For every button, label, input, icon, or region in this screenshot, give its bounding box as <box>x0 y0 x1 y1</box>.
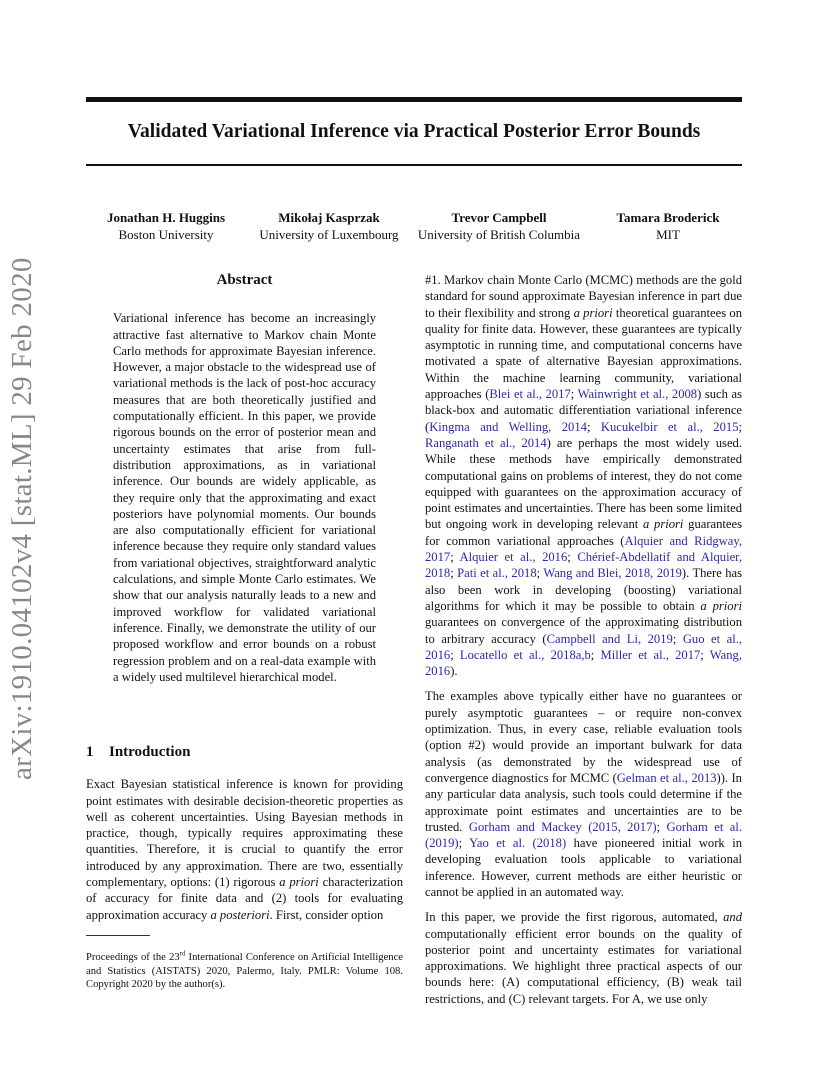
text-run: ; <box>570 387 578 402</box>
text-run: ; <box>450 647 460 662</box>
footnote-rule <box>86 935 150 936</box>
author-block <box>410 209 588 243</box>
abstract-section <box>113 272 376 685</box>
citation-link[interactable]: Pati et al., 2018 <box>457 566 537 581</box>
right-column <box>425 272 742 1016</box>
citation-link[interactable]: Miller et al., 2017 <box>600 647 701 662</box>
text-run: International Conference on Artificial Intelligence and Statistics (AISTATS) 2020, Palermo, Italy. PMLR: Volume 108. Copyright 2020 by the author(s). <box>86 952 403 990</box>
title-rule-top <box>86 97 742 102</box>
text-run: Exact Bayesian statistical inference is known for providing point estimates with desirable decision-theoretic properties as well as coherent uncertainties. Using Bayesian methods in practice, though, typically requires approximating these quantities. Therefore, it is crucial to quantify the error introduced by any approximation. There are two, essentially complementary, options: (1) rigorous <box>86 777 403 890</box>
emphasis: a priori <box>700 598 742 613</box>
citation-link[interactable]: Chérief-Abdellatif and Alquier, 2018 <box>425 550 743 581</box>
emphasis: a priori <box>279 875 319 890</box>
citation-link[interactable]: Alquier and Ridgway, 2017 <box>425 533 742 565</box>
text-run: ; <box>458 836 470 851</box>
text-run: guarantees on convergence of the approximating distribution to arbitrary accuracy ( <box>425 615 742 646</box>
body-paragraph <box>425 909 742 1007</box>
citation-link[interactable]: Gorham et al. (2019) <box>425 819 743 851</box>
citation-link[interactable]: Ranganath et al., 2014 <box>425 435 547 450</box>
emphasis: and <box>723 910 742 925</box>
author-name: Jonathan H. Huggins <box>106 210 226 225</box>
citation-link[interactable]: Blei et al., 2017 <box>489 387 571 402</box>
citation-link[interactable]: Guo et al., 2016 <box>425 631 743 662</box>
citation-link[interactable]: Gorham and Mackey (2015, 2017) <box>468 819 657 834</box>
section-title: Introduction <box>109 744 191 760</box>
text-run: guarantees for common variational approaches ( <box>425 517 742 548</box>
text-run: ; <box>738 419 742 434</box>
citation-link[interactable]: Kingma and Welling, 2014 <box>429 419 587 434</box>
text-run: ). <box>450 664 458 679</box>
citation-link[interactable]: Gelman et al., 2013 <box>616 770 717 785</box>
text-run: ) are perhaps the most widely used. While these methods have empirically demonstrated computational gains on problems of interest, they do not come equipped with guarantees on the approximation accuracy of point estimates and uncertainties. There has been some limited but ongoing work in developing relevant <box>425 435 742 532</box>
citation-link[interactable]: Alquier et al., 2016 <box>459 550 568 565</box>
text-run: ; <box>450 550 460 565</box>
text-run: computationally efficient error bounds on the quality of posterior point and uncertainty estimates for variational approximations. We highlight three practical aspects of our bounds here: (A) computational efficiency, (B) weak tail restrictions, and (C) relevant targets. For A, we use only <box>425 926 742 1006</box>
text-run: In this paper, we provide the first rigorous, automated, <box>425 910 724 925</box>
citation-link[interactable]: Wang and Blei, 2018, 2019 <box>543 566 682 581</box>
text-run: characterization of accuracy for finite data and (2) tools for evaluating approximation accuracy <box>86 875 403 922</box>
author-name: Tamara Broderick <box>616 210 720 225</box>
text-run: ). There has also been work in developing (boosting) variational algorithms for which it may be possible to obtain <box>425 566 743 613</box>
author-affiliation: MIT <box>656 227 680 242</box>
body-paragraph <box>425 688 742 900</box>
author-name: Mikołaj Kasprzak <box>278 210 380 225</box>
text-run: ) such as black-box and automatic differentiation variational inference ( <box>425 387 742 434</box>
title-rule-bottom <box>86 164 742 166</box>
introduction-section <box>86 744 403 923</box>
text-run: )). In any particular data analysis, such tools could determine if the approximate point estimates and uncertainties are to be trusted. <box>425 770 742 834</box>
author-name: Trevor Campbell <box>451 210 547 225</box>
text-run: ; <box>700 647 710 662</box>
citation-link[interactable]: Wainwright et al., 2008 <box>577 387 698 402</box>
emphasis: a priori <box>642 517 684 532</box>
emphasis: a posteriori <box>210 907 270 922</box>
citation-link[interactable]: Campbell and Li, 2019 <box>546 631 673 646</box>
footnote <box>86 951 403 992</box>
author-block <box>598 209 738 243</box>
text-run: Proceedings of the 23 <box>86 952 180 963</box>
abstract-text: Variational inference has become an increasingly attractive fast alternative to Markov chain Monte Carlo methods for approximate Bayesian inference. However, a major obstacle to the widespread use of variational methods is the lack of post-hoc accuracy measures that are both theoretically justified and computationally efficient. In this paper, we provide rigorous bounds on the error of posterior mean and uncertainty estimates that arise from full-distribution approximations, as in variational inference. Our bounds are widely applicable, as they require only that the approximating and exact posteriors have polynomial moments. Our bounds are also computationally efficient for variational inference because they require only standard values from variational objectives, straightforward analytic calculations, and simple Monte Carlo estimates. We show that our analysis naturally leads to a new and improved workflow for validated variational inference. Finally, we demonstrate the utility of our proposed workflow and error bounds on a robust regression problem and on a real-data example with a widely used multilevel hierarchical model. <box>113 311 376 684</box>
emphasis: a priori <box>573 305 613 320</box>
citation-link[interactable]: Wang, 2016 <box>425 647 742 679</box>
arxiv-stamp: arXiv:1910.04102v4 [stat.ML] 29 Feb 2020 <box>6 257 38 780</box>
abstract-heading: Abstract <box>216 272 273 288</box>
text-run: . First, consider option <box>269 907 384 922</box>
paper-title: Validated Variational Inference via Practical Posterior Error Bounds <box>127 121 701 142</box>
text-run: #1. Markov chain Monte Carlo (MCMC) methods are the gold standard for sound approximate Bayesian inference in part due to their flexibility and strong <box>425 273 742 320</box>
text-run: ; <box>590 647 601 662</box>
text-run: ; <box>672 631 683 646</box>
text-run: The examples above typically either have no guarantees or purely asymptotic guarantees – or require non-convex optimization. Thus, in every case, reliable evaluation tools (option #2) would provide an important bulwark for data analysis (as demonstrated by the widespread use of convergence diagnostics for MCMC ( <box>425 689 742 785</box>
section-number: 1 <box>86 744 94 760</box>
text-run: theoretical guarantees on quality for finite data. However, these guarantees are typically asymptotic in running time, and computational concerns have motivated a spate of alternative Bayesian approximations. Within the machine learning community, variational approaches ( <box>425 305 743 402</box>
text-run: ; <box>656 819 667 834</box>
intro-paragraph <box>86 776 403 923</box>
text-run: ; <box>536 566 544 581</box>
citation-link[interactable]: Kucukelbir et al., 2015 <box>600 419 739 434</box>
citation-link[interactable]: Yao et al. (2018) <box>469 836 567 851</box>
author-affiliation: University of British Columbia <box>417 227 581 242</box>
author-affiliation: Boston University <box>118 227 214 242</box>
body-paragraph <box>425 272 742 679</box>
author-block <box>250 209 408 243</box>
section-heading <box>86 744 403 760</box>
citation-link[interactable]: Locatello et al., 2018a,b <box>459 647 591 662</box>
text-run: ; <box>586 419 601 434</box>
superscript: rd <box>179 950 186 958</box>
author-block <box>86 209 246 243</box>
text-run: ; <box>450 566 458 581</box>
text-run: ; <box>567 550 578 565</box>
author-affiliation: University of Luxembourg <box>259 227 399 242</box>
text-run: have pioneered initial work in developing evaluation tools applicable to variational inference. However, current methods are either heuristic or cannot be applied in an automated way. <box>425 836 742 899</box>
